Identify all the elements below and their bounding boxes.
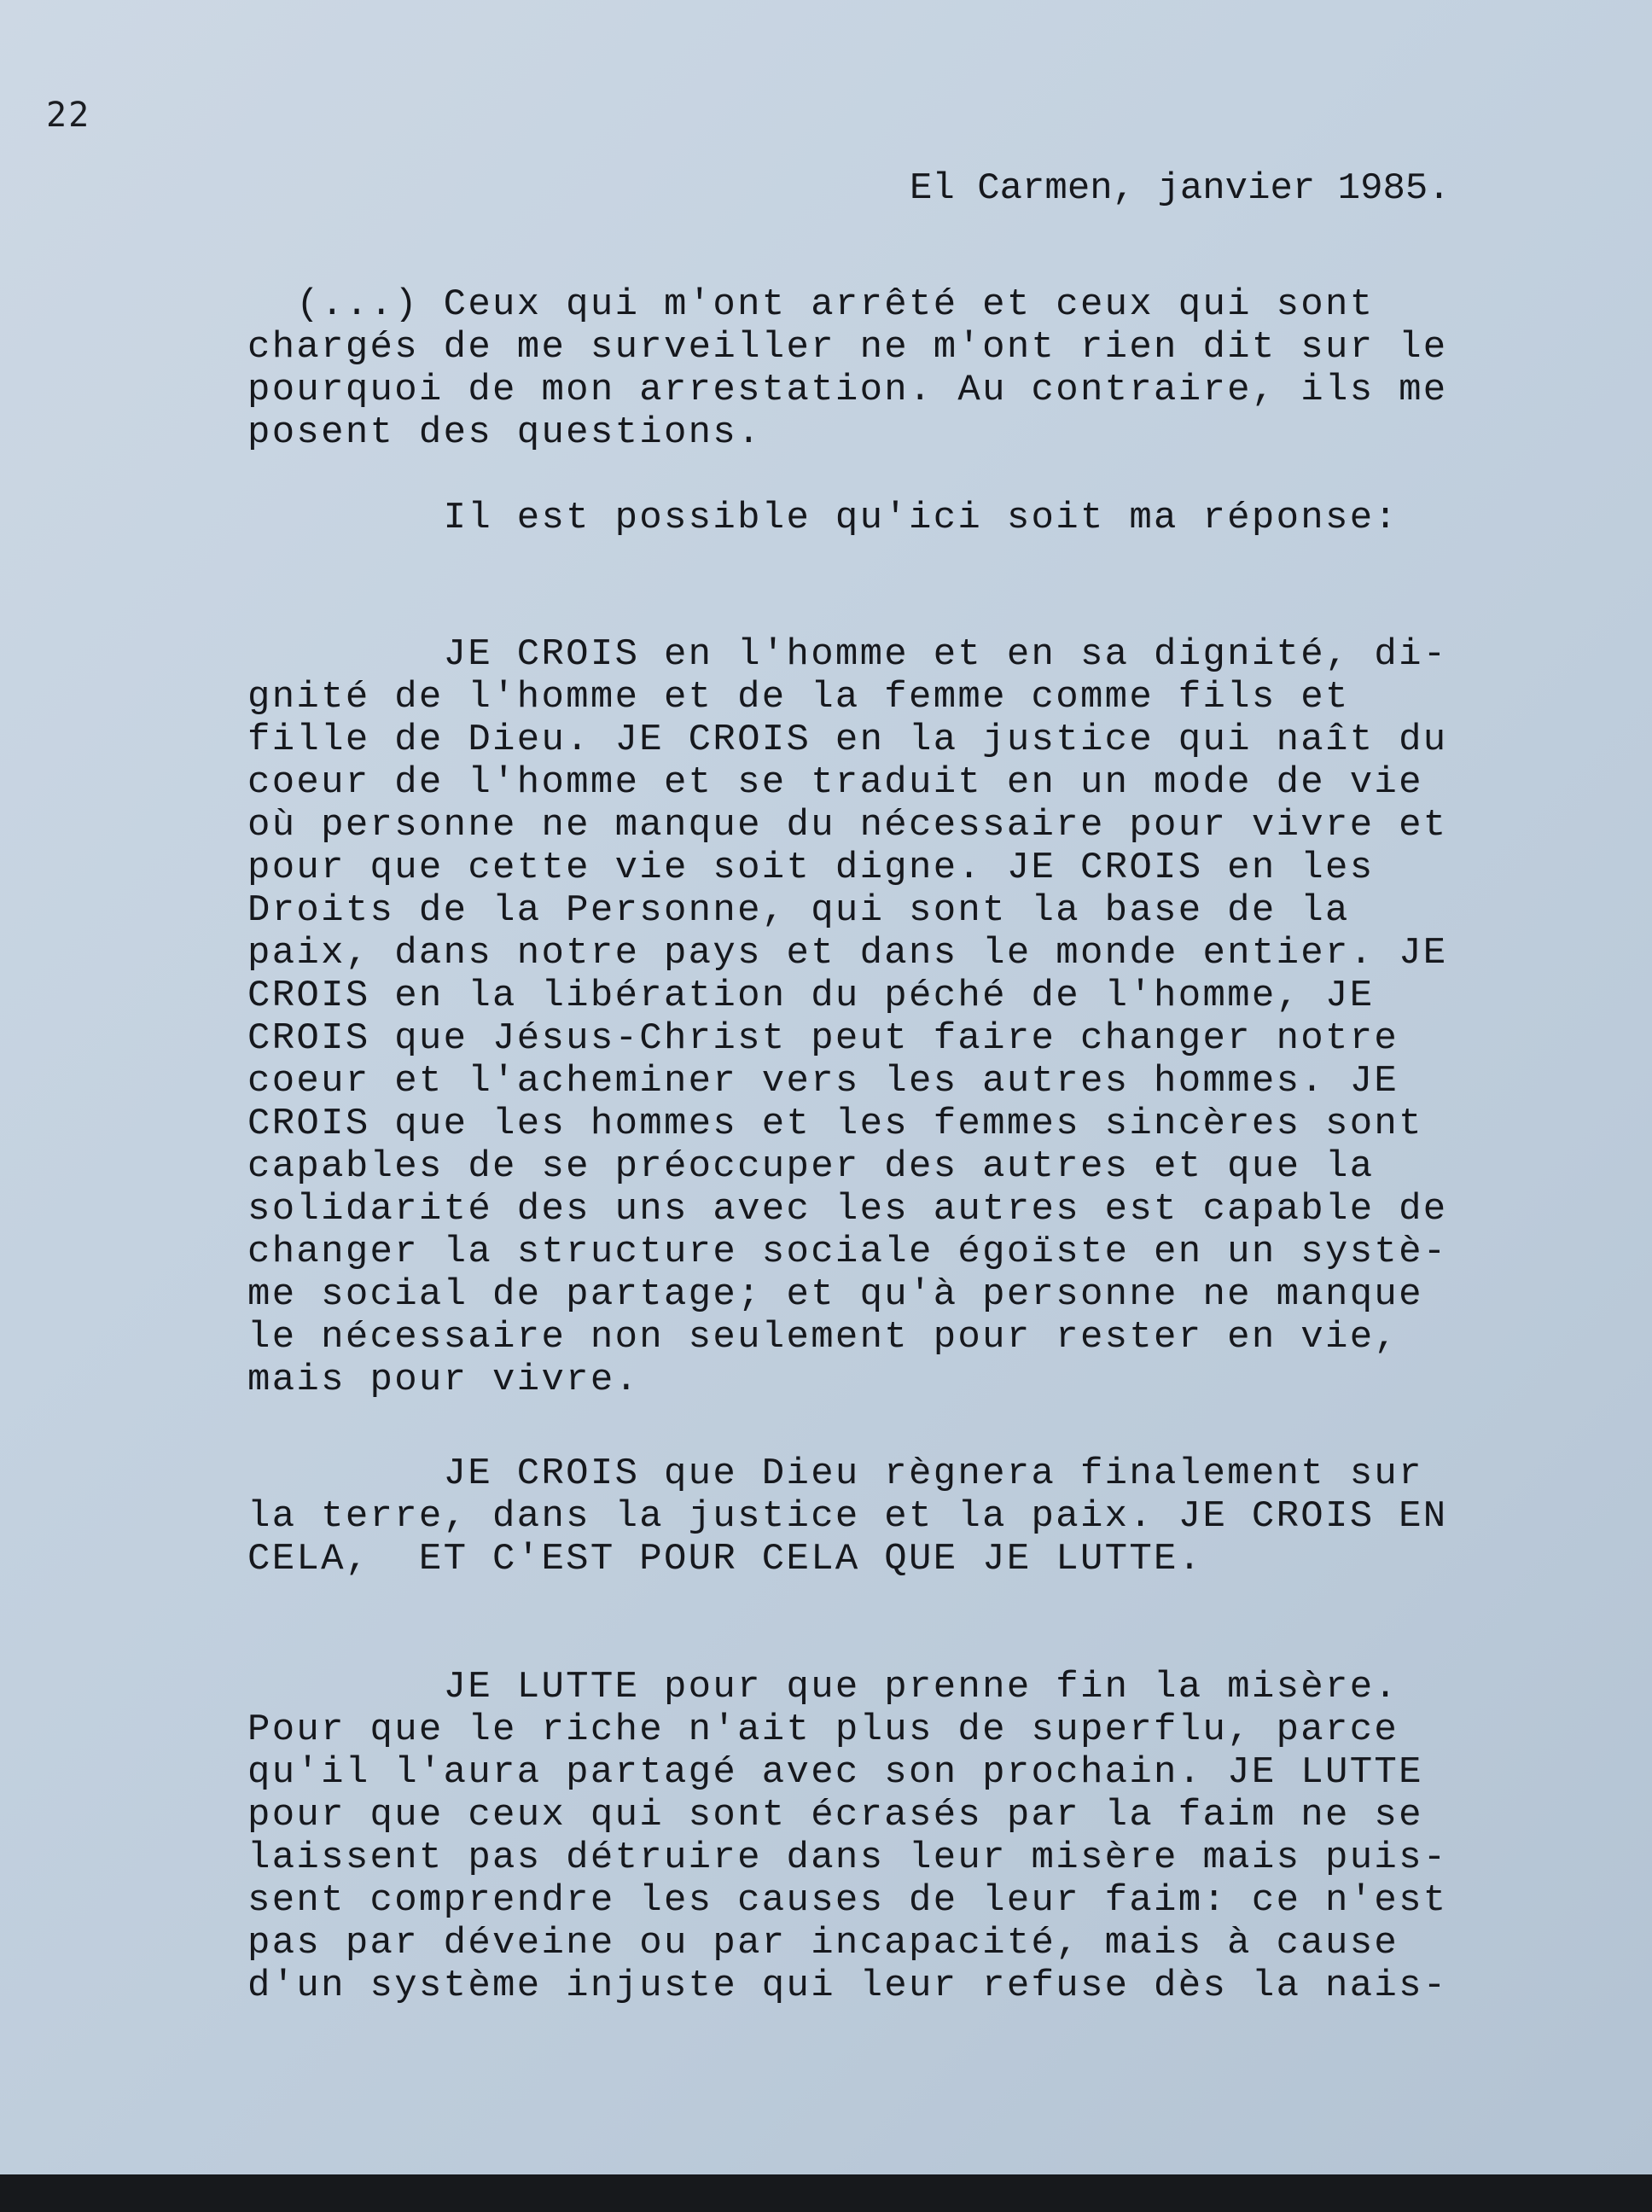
text-line: où personne ne manque du nécessaire pour vivre et	[247, 804, 1448, 847]
text-line: JE LUTTE pour que prenne fin la misère.	[247, 1666, 1399, 1708]
dateline: El Carmen, janvier 1985.	[910, 167, 1451, 210]
text-line: le nécessaire non seulement pour rester en vie,	[247, 1316, 1399, 1359]
text-line: coeur de l'homme et se traduit en un mode de vie	[247, 761, 1423, 804]
text-line: d'un système injuste qui leur refuse dès la nais-	[247, 1965, 1448, 2007]
text-line: (...) Ceux qui m'ont arrêté et ceux qui sont	[247, 283, 1375, 326]
page-number: 22	[46, 96, 91, 135]
text-line: Il est possible qu'ici soit ma réponse:	[247, 497, 1399, 539]
text-line: qu'il l'aura partagé avec son prochain. JE LUTTE	[247, 1751, 1423, 1794]
text-line: chargés de me surveiller ne m'ont rien dit sur le	[247, 326, 1448, 369]
text-line: capables de se préoccuper des autres et que la	[247, 1145, 1375, 1188]
text-line: pourquoi de mon arrestation. Au contraire, ils me	[247, 369, 1448, 411]
text-line: Droits de la Personne, qui sont la base de la	[247, 889, 1350, 932]
text-line: pour que ceux qui sont écrasés par la faim ne se	[247, 1794, 1423, 1837]
text-line: pour que cette vie soit digne. JE CROIS en les	[247, 847, 1375, 889]
text-line: posent des questions.	[247, 411, 762, 454]
text-line: CROIS en la libération du péché de l'homme, JE	[247, 975, 1375, 1017]
text-line: JE CROIS que Dieu règnera finalement sur	[247, 1452, 1423, 1495]
text-line: solidarité des uns avec les autres est capable de	[247, 1188, 1448, 1231]
text-line: CROIS que Jésus-Christ peut faire changer notre	[247, 1017, 1399, 1060]
text-line: me social de partage; et qu'à personne ne manque	[247, 1273, 1423, 1316]
text-line: changer la structure sociale égoïste en un systè-	[247, 1231, 1448, 1273]
text-line: CROIS que les hommes et les femmes sincères sont	[247, 1103, 1423, 1145]
text-line: gnité de l'homme et de la femme comme fils et	[247, 676, 1350, 719]
text-line: JE CROIS en l'homme et en sa dignité, di-	[247, 633, 1448, 676]
text-line: Pour que le riche n'ait plus de superflu, parce	[247, 1708, 1399, 1751]
text-line: mais pour vivre.	[247, 1359, 640, 1401]
photo-background-edge	[0, 2174, 1652, 2212]
text-line: sent comprendre les causes de leur faim: ce n'est	[247, 1879, 1448, 1922]
text-line: CELA, ET C'EST POUR CELA QUE JE LUTTE.	[247, 1538, 1203, 1580]
text-line: pas par déveine ou par incapacité, mais à cause	[247, 1922, 1399, 1965]
text-line: fille de Dieu. JE CROIS en la justice qui naît du	[247, 719, 1448, 761]
text-line: coeur et l'acheminer vers les autres hommes. JE	[247, 1060, 1399, 1103]
text-line: la terre, dans la justice et la paix. JE CROIS EN	[247, 1495, 1448, 1538]
text-line: laissent pas détruire dans leur misère mais puis-	[247, 1837, 1448, 1879]
text-line: paix, dans notre pays et dans le monde entier. JE	[247, 932, 1448, 975]
